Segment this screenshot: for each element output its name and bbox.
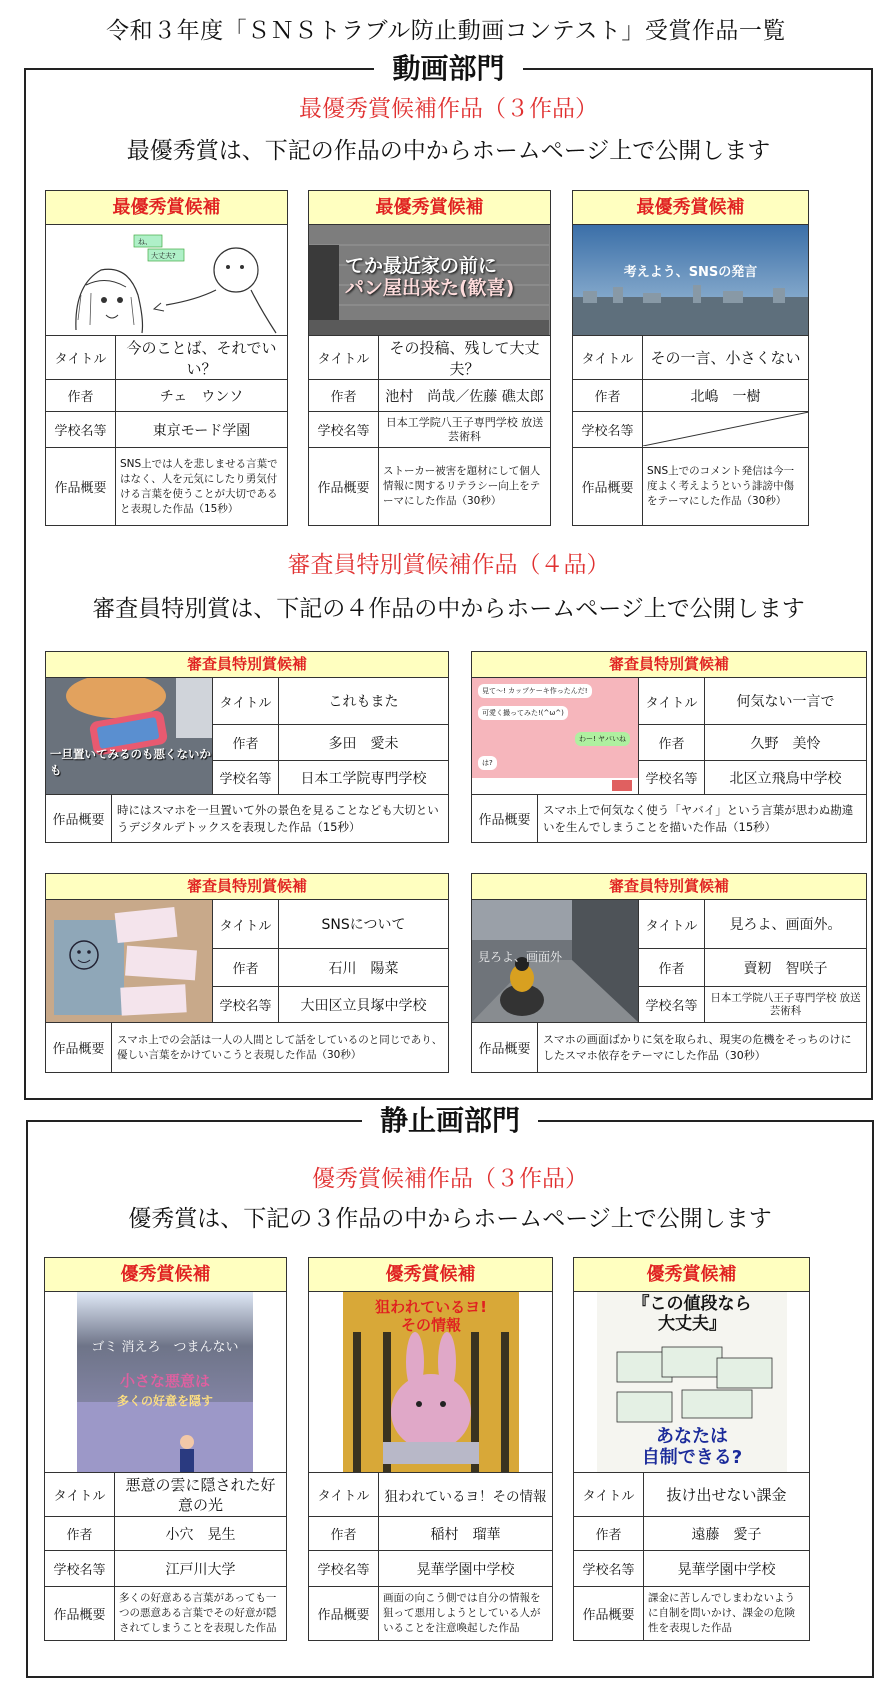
author-row: 作者 北嶋 一樹 (573, 379, 808, 411)
special-prize-description: 審査員特別賞は、下記の４作品の中からホームページ上で公開します (92, 596, 805, 622)
work-title: その投稿、残して大丈夫？ (389, 338, 540, 378)
artwork-image (597, 1292, 787, 1472)
author-row: 作者 池村 尚哉／佐藤 礁太郎 (309, 379, 550, 411)
work-author: 北嶋 一樹 (690, 388, 761, 405)
work-title: 抜け出せない課金 (666, 1486, 787, 1504)
school-row: 学校名等 (573, 411, 808, 447)
school-row: 学校名等 晃華学園中学校 (309, 1550, 552, 1586)
thumbnail-caption: 一旦置いてみるのも悪くないかも (50, 747, 211, 777)
title-row: タイトル 今のことば、それでいい？ (46, 335, 287, 379)
work-school: 北区立飛鳥中学校 (729, 770, 842, 787)
summary-row: 作品概要 スマホ上で何気なく使う「ヤバイ」という言葉が思わぬ勘違いを生んでしまうことを描いた作品（15秒） (472, 794, 866, 842)
thumbnail-caption: パン屋出来た(歓喜) (345, 277, 515, 299)
artwork-text: 自制できる? (641, 1447, 743, 1468)
special-card-4 (471, 873, 867, 1073)
video-thumbnail (309, 225, 550, 335)
work-summary: ストーカー被害を題材にして個人情報に関するリテラシー向上をテーマにした作品（30秒） (383, 465, 541, 507)
work-author: 遠藤 愛子 (691, 1526, 762, 1543)
work-author: チェ ウンソ (159, 388, 244, 405)
thumbnail-caption: 見ろよ、画面外 (478, 950, 563, 964)
author-row: 作者 小穴 晃生 (45, 1516, 286, 1550)
work-summary: SNS上でのコメント発信は今一度よく考えようという誹謗中傷をテーマにした作品（30秒） (647, 465, 795, 507)
artwork-text: 多くの好意を隠す (116, 1394, 213, 1408)
work-title: 見ろよ、画面外。 (729, 917, 842, 933)
svg-text:ね、: ね、 (138, 238, 152, 246)
work-author: 池村 尚哉／佐藤 礁太郎 (385, 388, 544, 405)
work-summary: スマホの画面ばかりに気を取られ、現実の危機をそっちのけにしたスマホ依存をテーマにした作品（30秒） (543, 1032, 852, 1062)
work-school-empty (643, 412, 808, 447)
title-row: タイトル 狙われているヨ！その情報 (309, 1472, 552, 1516)
video-section (24, 52, 873, 1100)
work-school: 東京モード学園 (152, 422, 251, 439)
card-header: 審査員特別賞候補 (46, 652, 448, 678)
summary-row: 作品概要 SNS上では人を悲しませる言葉ではなく、人を元気にしたり勇気付ける言葉を使うことが大切であると表現した作品（15秒） (46, 447, 287, 525)
work-summary: 課金に苦しんでしまわないように自制を問いかけ、課金の危険性を表現した作品 (648, 1592, 795, 1634)
video-section-heading: 動画部門 (26, 52, 871, 86)
author-row: 作者 チェ ウンソ (46, 379, 287, 411)
chat-bubble: 見て〜! カップケーキ作ったんだ! (478, 684, 592, 698)
work-author: 稲村 瑠華 (430, 1526, 501, 1543)
work-title: 何気ない一言で (736, 694, 835, 710)
summary-row: 作品概要 スマホ上での会話は一人の人間として話をしているのと同じであり、優しい言葉をかけていこうと表現した作品（30秒） (46, 1022, 448, 1072)
info-table: タイトル SNSについて 作者 石川 陽菜 学校名等 大田区立貝塚中学校 (212, 900, 448, 1022)
title-row: タイトル その投稿、残して大丈夫？ (309, 335, 550, 379)
excellence-prize-subtitle: 優秀賞候補作品（３作品） (312, 1166, 588, 1192)
video-thumbnail (573, 225, 808, 335)
work-title: 悪意の雲に隠された好意の光 (125, 1475, 276, 1514)
svg-text:大丈夫?: 大丈夫? (151, 252, 176, 260)
special-card-2 (471, 651, 867, 843)
special-card-1 (45, 651, 449, 843)
school-row: 学校名等 日本工学院八王子専門学校 放送芸術科 (309, 411, 550, 447)
artwork-text: 『この値段なら (632, 1294, 752, 1314)
video-thumbnail (472, 678, 638, 794)
special-prize-subtitle: 審査員特別賞候補作品（４品） (287, 552, 610, 578)
page-title: 令和３年度「ＳＮＳトラブル防止動画コンテスト」受賞作品一覧 (106, 18, 786, 44)
work-title: これもまた (328, 694, 399, 710)
thumbnail-caption: 考えよう、SNSの発言 (623, 265, 758, 280)
thumbnail-caption: てか最近家の前に (345, 255, 498, 277)
work-summary: 時にはスマホを一旦置いて外の景色を見ることなども大切というデジタルデトックスを表現した作品（15秒） (117, 802, 439, 834)
video-thumbnail (472, 900, 638, 1022)
grand-card-1 (45, 190, 288, 526)
card-header: 優秀賞候補 (309, 1258, 552, 1292)
work-school: 日本工学院八王子専門学校 放送芸術科 (385, 415, 544, 443)
chat-bubble: 可愛く撮ってみた!(^ω^) (478, 706, 568, 720)
work-title: SNSについて (321, 917, 406, 933)
work-school: 大田区立貝塚中学校 (300, 997, 427, 1014)
info-table: タイトル これもまた 作者 多田 愛未 学校名等 日本工学院専門学校 (212, 678, 448, 794)
still-section (26, 1104, 874, 1678)
chat-bubble: わー! ヤバいね (575, 732, 630, 746)
artwork-text: ゴミ 消えろ つまんない (91, 1340, 239, 1355)
summary-row: 作品概要 課金に苦しんでしまわないように自制を問いかけ、課金の危険性を表現した作品 (574, 1586, 809, 1640)
grand-prize-subtitle: 最優秀賞候補作品（３作品） (299, 96, 598, 122)
summary-row: 作品概要 スマホの画面ばかりに気を取られ、現実の危機をそっちのけにしたスマホ依存をテーマにした作品（30秒） (472, 1022, 866, 1072)
author-row: 作者 遠藤 愛子 (574, 1516, 809, 1550)
work-summary: 画面の向こう側では自分の情報を狙って悪用しようとしている人がいることを注意喚起した作品 (383, 1592, 541, 1634)
still-card-2 (308, 1257, 553, 1641)
video-thumbnail (46, 225, 287, 335)
grand-card-2 (308, 190, 551, 526)
summary-row: 作品概要 画面の向こう側では自分の情報を狙って悪用しようとしている人がいることを注意喚起した作品 (309, 1586, 552, 1640)
title-row: タイトル その一言、小さくない (573, 335, 808, 379)
video-thumbnail (46, 900, 212, 1022)
chat-bubble: は? (478, 756, 497, 770)
excellence-prize-description: 優秀賞は、下記の３作品の中からホームページ上で公開します (128, 1206, 772, 1232)
school-row: 学校名等 江戸川大学 (45, 1550, 286, 1586)
title-row: タイトル 抜け出せない課金 (574, 1472, 809, 1516)
card-header: 優秀賞候補 (574, 1258, 809, 1292)
grand-card-3 (572, 190, 809, 526)
work-title: 今のことば、それでいい？ (126, 338, 277, 378)
artwork-text: その情報 (400, 1316, 461, 1334)
work-summary: 多くの好意ある言葉があっても一つの悪意ある言葉でその好意が隠されてしまうことを表現した作品 (119, 1592, 277, 1634)
card-header: 優秀賞候補 (45, 1258, 286, 1292)
work-summary: SNS上では人を悲しませる言葉ではなく、人を元気にしたり勇気付ける言葉を使うことが大切であると表現した作品（15秒） (120, 457, 278, 515)
work-title: 狙われているヨ！その情報 (384, 1488, 547, 1505)
grand-prize-description: 最優秀賞は、下記の作品の中からホームページ上で公開します (126, 138, 771, 164)
still-card-3 (573, 1257, 810, 1641)
work-title: その一言、小さくない (650, 349, 801, 367)
special-card-3 (45, 873, 449, 1073)
card-header: 最優秀賞候補 (573, 191, 808, 225)
work-school: 日本工学院八王子専門学校 放送芸術科 (710, 991, 861, 1017)
title-row: タイトル 悪意の雲に隠された好意の光 (45, 1472, 286, 1516)
work-author: 賣籾 智咲子 (743, 960, 828, 977)
work-school: 日本工学院専門学校 (300, 770, 427, 787)
summary-row: 作品概要 時にはスマホを一旦置いて外の景色を見ることなども大切というデジタルデトックスを表現した作品（15秒） (46, 794, 448, 842)
school-row: 学校名等 東京モード学園 (46, 411, 287, 447)
work-school: 晃華学園中学校 (416, 1561, 515, 1578)
card-header: 審査員特別賞候補 (472, 652, 866, 678)
video-thumbnail (46, 678, 212, 794)
author-row: 作者 稲村 瑠華 (309, 1516, 552, 1550)
summary-row: 作品概要 多くの好意ある言葉があっても一つの悪意ある言葉でその好意が隠されてしまうことを表現した作品 (45, 1586, 286, 1640)
artwork-text: あなたは (656, 1426, 728, 1447)
artwork-text: 大丈夫』 (658, 1314, 726, 1334)
work-summary: スマホ上で何気なく使う「ヤバイ」という言葉が思わぬ勘違いを生んでしまうことを描いた作品（15秒） (543, 802, 854, 834)
work-author: 小穴 晃生 (165, 1526, 236, 1543)
summary-row: 作品概要 ストーカー被害を題材にして個人情報に関するリテラシー向上をテーマにした作品（30秒） (309, 447, 550, 525)
artwork-image (77, 1292, 253, 1472)
work-school: 晃華学園中学校 (677, 1561, 776, 1578)
card-header: 審査員特別賞候補 (46, 874, 448, 900)
still-section-heading: 静止画部門 (28, 1104, 872, 1138)
work-school: 江戸川大学 (165, 1561, 236, 1578)
still-card-1 (44, 1257, 287, 1641)
work-summary: スマホ上での会話は一人の人間として話をしているのと同じであり、優しい言葉をかけていこうと表現した作品（30秒） (117, 1033, 443, 1061)
work-author: 久野 美怜 (750, 735, 821, 752)
work-author: 多田 愛未 (328, 735, 399, 752)
artwork-text: 狙われているヨ! (375, 1298, 487, 1316)
work-author: 石川 陽菜 (328, 960, 399, 977)
card-header: 最優秀賞候補 (46, 191, 287, 225)
info-table: タイトル 見ろよ、画面外。 作者 賣籾 智咲子 学校名等 日本工学院八王子専門学校 放送芸術科 (638, 900, 866, 1022)
summary-row: 作品概要 SNS上でのコメント発信は今一度よく考えようという誹謗中傷をテーマにした作品（30秒） (573, 447, 808, 525)
card-header: 審査員特別賞候補 (472, 874, 866, 900)
artwork-text: 小さな悪意は (119, 1372, 210, 1390)
school-row: 学校名等 晃華学園中学校 (574, 1550, 809, 1586)
artwork-image (343, 1292, 519, 1472)
card-header: 最優秀賞候補 (309, 191, 550, 225)
info-table: タイトル 何気ない一言で 作者 久野 美怜 学校名等 北区立飛鳥中学校 (638, 678, 866, 794)
